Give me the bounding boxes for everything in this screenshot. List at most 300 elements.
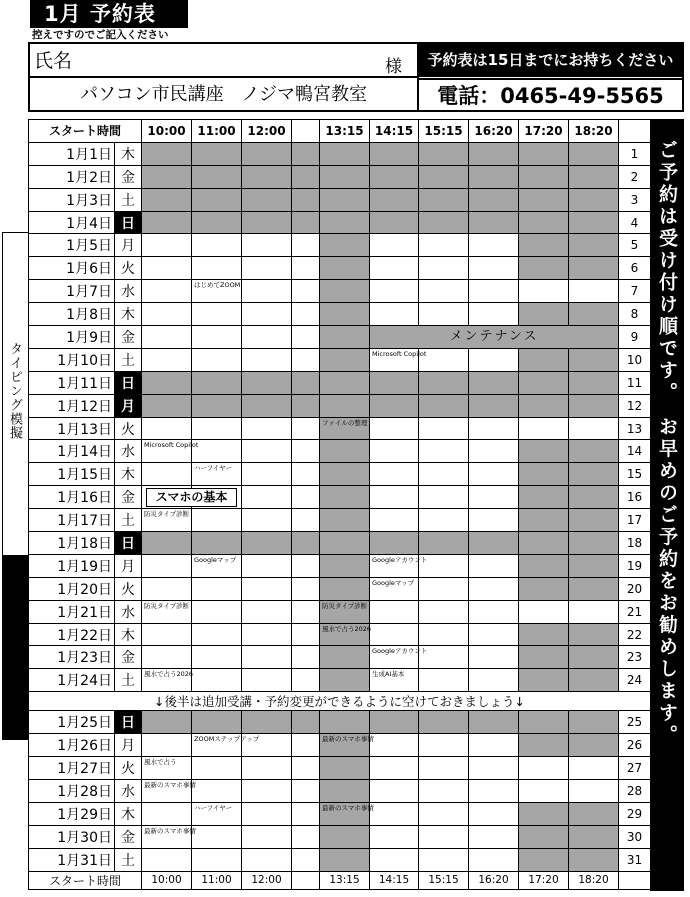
slot-available[interactable] bbox=[419, 280, 469, 303]
time-header: 17:20 bbox=[519, 120, 569, 143]
slot-available[interactable] bbox=[142, 757, 192, 780]
slot-available[interactable] bbox=[292, 623, 320, 646]
slot-unavailable bbox=[192, 165, 242, 188]
slot-available[interactable] bbox=[469, 234, 519, 257]
date-cell: 1月20日 bbox=[29, 577, 115, 600]
slot-available[interactable] bbox=[370, 280, 419, 303]
slot-available[interactable] bbox=[142, 463, 192, 486]
slot-available[interactable] bbox=[192, 848, 242, 871]
weekday-cell: 金 bbox=[115, 165, 142, 188]
slot-available[interactable] bbox=[192, 554, 242, 577]
slot-available[interactable] bbox=[192, 509, 242, 532]
slot-unavailable bbox=[320, 394, 370, 417]
date-cell: 1月21日 bbox=[29, 600, 115, 623]
class-note: 最新のスマホ事情 bbox=[322, 803, 374, 812]
slot-available[interactable] bbox=[519, 417, 569, 440]
row-number: 21 bbox=[619, 600, 651, 623]
slot-available[interactable] bbox=[142, 623, 192, 646]
slot-available[interactable] bbox=[419, 848, 469, 871]
time-header: 10:00 bbox=[142, 120, 192, 143]
slot-available[interactable] bbox=[242, 234, 292, 257]
slot-available[interactable] bbox=[370, 734, 419, 757]
slot-available[interactable] bbox=[370, 486, 419, 509]
time-header: 12:00 bbox=[242, 120, 292, 143]
slot-available[interactable] bbox=[242, 669, 292, 692]
slot-unavailable bbox=[469, 188, 519, 211]
slot-available[interactable] bbox=[419, 463, 469, 486]
slot-available[interactable] bbox=[192, 348, 242, 371]
row-number: 13 bbox=[619, 417, 651, 440]
slot-available[interactable] bbox=[569, 779, 619, 802]
slot-available[interactable] bbox=[419, 825, 469, 848]
weekday-cell: 火 bbox=[115, 757, 142, 780]
class-note: 風水で占う2026 bbox=[322, 624, 372, 633]
table-row bbox=[29, 711, 651, 734]
slot-available[interactable] bbox=[469, 623, 519, 646]
slot-available[interactable] bbox=[370, 669, 419, 692]
slot-unavailable bbox=[242, 188, 292, 211]
class-note: 風水で占う2026 bbox=[144, 670, 194, 679]
slot-unavailable bbox=[320, 802, 374, 825]
slot-available[interactable] bbox=[292, 257, 320, 280]
slot-available[interactable] bbox=[242, 623, 292, 646]
slot-unavailable bbox=[320, 825, 370, 848]
slot-available[interactable] bbox=[192, 779, 242, 802]
slot-available[interactable] bbox=[469, 600, 519, 623]
slot-available[interactable] bbox=[242, 440, 292, 463]
weekday-cell: 木 bbox=[115, 463, 142, 486]
weekday-cell: 土 bbox=[115, 669, 142, 692]
slot-available[interactable] bbox=[142, 440, 199, 463]
slot-unavailable bbox=[569, 394, 619, 417]
slot-available[interactable] bbox=[469, 669, 519, 692]
slot-available[interactable] bbox=[469, 734, 519, 757]
slot-unavailable bbox=[320, 257, 370, 280]
slot-available[interactable] bbox=[292, 669, 320, 692]
slot-available[interactable] bbox=[419, 669, 469, 692]
slot-unavailable bbox=[320, 646, 370, 669]
slot-available[interactable] bbox=[292, 303, 320, 326]
slot-available[interactable] bbox=[419, 440, 469, 463]
slot-available[interactable] bbox=[469, 463, 519, 486]
weekday-cell: 水 bbox=[115, 440, 142, 463]
weekday-cell: 月 bbox=[115, 394, 142, 417]
slot-available[interactable] bbox=[292, 802, 320, 825]
slot-available[interactable] bbox=[469, 440, 519, 463]
slot-available[interactable] bbox=[242, 326, 292, 349]
slot-unavailable bbox=[419, 142, 469, 165]
slot-unavailable bbox=[519, 440, 569, 463]
slot-available[interactable] bbox=[292, 734, 320, 757]
slot-unavailable bbox=[569, 234, 619, 257]
slot-unavailable bbox=[519, 463, 569, 486]
slot-available[interactable] bbox=[142, 577, 192, 600]
slot-available[interactable] bbox=[142, 734, 192, 757]
date-cell: 1月9日 bbox=[29, 326, 115, 349]
time-header: 11:00 bbox=[192, 120, 242, 143]
slot-unavailable bbox=[142, 142, 192, 165]
slot-unavailable bbox=[469, 371, 519, 394]
slot-unavailable bbox=[569, 348, 619, 371]
slot-unavailable bbox=[419, 211, 469, 234]
row-number: 18 bbox=[619, 532, 651, 555]
slot-available[interactable] bbox=[192, 303, 242, 326]
slot-available[interactable] bbox=[142, 802, 192, 825]
slot-available[interactable] bbox=[370, 234, 419, 257]
slot-available[interactable] bbox=[242, 463, 292, 486]
slot-unavailable bbox=[569, 734, 619, 757]
slot-available[interactable] bbox=[292, 757, 320, 780]
slot-unavailable bbox=[320, 211, 370, 234]
slot-unavailable bbox=[242, 165, 292, 188]
slot-available[interactable] bbox=[142, 486, 228, 509]
slot-available[interactable] bbox=[292, 509, 320, 532]
slot-available[interactable] bbox=[142, 848, 192, 871]
slot-available[interactable] bbox=[370, 554, 428, 577]
row-number: 6 bbox=[619, 257, 651, 280]
slot-unavailable bbox=[370, 711, 419, 734]
slot-available[interactable] bbox=[519, 757, 569, 780]
slot-available[interactable] bbox=[292, 825, 320, 848]
slot-available[interactable] bbox=[142, 554, 192, 577]
time-footer: 16:20 bbox=[469, 871, 519, 889]
slot-available[interactable] bbox=[469, 554, 519, 577]
slot-unavailable bbox=[320, 303, 370, 326]
slot-unavailable bbox=[320, 463, 370, 486]
slot-unavailable bbox=[519, 825, 569, 848]
date-cell: 1月13日 bbox=[29, 417, 115, 440]
slot-available[interactable] bbox=[419, 509, 469, 532]
class-note: Microsoft Copilot bbox=[144, 441, 199, 450]
honorific-label: 様 bbox=[385, 57, 402, 77]
time-header: 16:20 bbox=[469, 120, 519, 143]
slot-unavailable bbox=[519, 802, 569, 825]
slot-available[interactable] bbox=[469, 757, 519, 780]
slot-available[interactable] bbox=[370, 848, 419, 871]
slot-available[interactable] bbox=[242, 577, 292, 600]
slot-available[interactable] bbox=[142, 779, 196, 802]
table-header-row bbox=[29, 120, 651, 143]
slot-available[interactable] bbox=[242, 825, 292, 848]
slot-available[interactable] bbox=[469, 646, 519, 669]
table-row bbox=[29, 211, 651, 234]
slot-available[interactable] bbox=[569, 280, 619, 303]
slot-available[interactable] bbox=[192, 280, 242, 303]
weekday-cell: 金 bbox=[115, 326, 142, 349]
slot-available[interactable] bbox=[469, 280, 519, 303]
slot-available[interactable] bbox=[142, 646, 192, 669]
slot-available[interactable] bbox=[292, 554, 320, 577]
slot-available[interactable] bbox=[142, 234, 192, 257]
slot-unavailable bbox=[292, 142, 320, 165]
slot-unavailable bbox=[469, 165, 519, 188]
slot-available[interactable] bbox=[292, 326, 320, 349]
slot-unavailable bbox=[370, 165, 419, 188]
slot-unavailable bbox=[569, 440, 619, 463]
slot-available[interactable] bbox=[192, 734, 260, 757]
slot-available[interactable] bbox=[242, 417, 292, 440]
slot-unavailable bbox=[569, 509, 619, 532]
slot-available[interactable] bbox=[469, 825, 519, 848]
slot-available[interactable] bbox=[242, 348, 292, 371]
slot-available[interactable] bbox=[519, 280, 569, 303]
slot-unavailable bbox=[419, 394, 469, 417]
slot-available[interactable] bbox=[419, 234, 469, 257]
slot-available[interactable] bbox=[292, 646, 320, 669]
slot-available[interactable] bbox=[142, 669, 192, 692]
number-footer bbox=[619, 871, 651, 889]
weekday-cell: 金 bbox=[115, 825, 142, 848]
slot-available[interactable] bbox=[142, 348, 192, 371]
slot-available[interactable] bbox=[370, 802, 419, 825]
table-row bbox=[29, 257, 651, 280]
slot-available[interactable] bbox=[192, 802, 242, 825]
row-number: 27 bbox=[619, 757, 651, 780]
slot-available[interactable] bbox=[292, 348, 320, 371]
slot-available[interactable] bbox=[469, 303, 519, 326]
slot-available[interactable] bbox=[242, 303, 292, 326]
weekday-cell: 木 bbox=[115, 623, 142, 646]
slot-available[interactable] bbox=[292, 577, 320, 600]
table-row bbox=[29, 440, 651, 463]
slot-available[interactable] bbox=[370, 623, 419, 646]
slot-available[interactable] bbox=[292, 280, 320, 303]
class-note: Googleマップ bbox=[372, 578, 415, 587]
slot-unavailable bbox=[370, 142, 419, 165]
slot-available[interactable] bbox=[192, 440, 242, 463]
slot-available[interactable] bbox=[242, 509, 292, 532]
slot-available[interactable] bbox=[142, 326, 192, 349]
slot-available[interactable] bbox=[192, 757, 242, 780]
slot-unavailable bbox=[519, 486, 569, 509]
row-number: 4 bbox=[619, 211, 651, 234]
slot-available[interactable] bbox=[192, 646, 242, 669]
slot-available[interactable] bbox=[469, 417, 519, 440]
slot-available[interactable] bbox=[469, 848, 519, 871]
slot-available[interactable] bbox=[242, 486, 292, 509]
slot-unavailable bbox=[519, 734, 569, 757]
table-row bbox=[29, 188, 651, 211]
row-number: 24 bbox=[619, 669, 651, 692]
note-row bbox=[29, 692, 651, 711]
time-header: 15:15 bbox=[419, 120, 469, 143]
slot-available[interactable] bbox=[192, 623, 242, 646]
slot-unavailable bbox=[519, 848, 569, 871]
slot-available[interactable] bbox=[370, 825, 419, 848]
slot-available[interactable] bbox=[419, 303, 469, 326]
slot-available[interactable] bbox=[419, 257, 469, 280]
slot-available[interactable] bbox=[242, 600, 292, 623]
slot-available[interactable] bbox=[192, 234, 242, 257]
row-number: 30 bbox=[619, 825, 651, 848]
slot-available[interactable] bbox=[192, 600, 242, 623]
slot-available[interactable] bbox=[242, 779, 292, 802]
row-number: 15 bbox=[619, 463, 651, 486]
slot-unavailable bbox=[320, 348, 370, 371]
slot-available[interactable] bbox=[469, 779, 519, 802]
slot-unavailable bbox=[469, 394, 519, 417]
slot-unavailable bbox=[320, 848, 370, 871]
slot-available[interactable] bbox=[292, 779, 320, 802]
reservation-table bbox=[28, 119, 651, 890]
class-note: 風水で占う bbox=[144, 758, 177, 767]
slot-available[interactable] bbox=[519, 600, 569, 623]
slot-available[interactable] bbox=[142, 509, 192, 532]
slot-unavailable bbox=[192, 532, 242, 555]
time-header: 13:15 bbox=[320, 120, 370, 143]
slot-unavailable bbox=[419, 371, 469, 394]
name-label: 氏名 bbox=[34, 50, 73, 72]
slot-unavailable bbox=[320, 440, 370, 463]
slot-unavailable bbox=[192, 211, 242, 234]
slot-available[interactable] bbox=[192, 257, 242, 280]
slot-available[interactable] bbox=[292, 600, 320, 623]
slot-available[interactable] bbox=[192, 326, 242, 349]
slot-available[interactable] bbox=[370, 303, 419, 326]
slot-available[interactable] bbox=[192, 577, 242, 600]
slot-available[interactable] bbox=[142, 257, 192, 280]
right-banner-text: ご予約は受け付け順です。 お早めのご予約をお勧めします。 bbox=[656, 140, 678, 747]
slot-available[interactable] bbox=[419, 802, 469, 825]
time-footer: 12:00 bbox=[242, 871, 292, 889]
row-number: 23 bbox=[619, 646, 651, 669]
slot-available[interactable] bbox=[242, 757, 292, 780]
slot-available[interactable] bbox=[469, 486, 519, 509]
slot-unavailable bbox=[519, 623, 569, 646]
slot-unavailable bbox=[292, 532, 320, 555]
slot-unavailable bbox=[569, 802, 619, 825]
slot-available[interactable] bbox=[292, 463, 320, 486]
slot-available[interactable] bbox=[370, 257, 419, 280]
slot-unavailable bbox=[320, 532, 370, 555]
date-cell: 1月2日 bbox=[29, 165, 115, 188]
table-row bbox=[29, 371, 651, 394]
slot-unavailable bbox=[569, 669, 619, 692]
slot-available[interactable] bbox=[519, 779, 569, 802]
slot-available[interactable] bbox=[419, 734, 469, 757]
weekday-cell: 月 bbox=[115, 554, 142, 577]
slot-available[interactable] bbox=[370, 440, 419, 463]
time-header: 14:15 bbox=[370, 120, 419, 143]
slot-unavailable bbox=[242, 711, 292, 734]
slot-available[interactable] bbox=[370, 757, 419, 780]
slot-available[interactable] bbox=[192, 417, 242, 440]
slot-available[interactable] bbox=[370, 417, 419, 440]
slot-available[interactable] bbox=[370, 779, 419, 802]
table-row bbox=[29, 532, 651, 555]
slot-unavailable bbox=[469, 142, 519, 165]
row-number: 10 bbox=[619, 348, 651, 371]
slot-available[interactable] bbox=[370, 646, 428, 669]
slot-available[interactable] bbox=[142, 600, 192, 623]
date-cell: 1月17日 bbox=[29, 509, 115, 532]
slot-available[interactable] bbox=[569, 417, 619, 440]
slot-available[interactable] bbox=[370, 509, 419, 532]
row-number: 16 bbox=[619, 486, 651, 509]
weekday-cell: 水 bbox=[115, 779, 142, 802]
slot-unavailable bbox=[519, 394, 569, 417]
slot-unavailable bbox=[569, 532, 619, 555]
slot-unavailable bbox=[519, 303, 569, 326]
left-banner-bottom-text: タイピングコンテスト bbox=[7, 562, 23, 712]
slot-available[interactable] bbox=[370, 463, 419, 486]
class-note: 防災タイプ診断 bbox=[144, 510, 190, 519]
slot-available[interactable] bbox=[419, 577, 469, 600]
slot-available[interactable] bbox=[419, 779, 469, 802]
slot-available[interactable] bbox=[370, 577, 419, 600]
time-footer bbox=[292, 871, 320, 889]
row-number: 31 bbox=[619, 848, 651, 871]
slot-available[interactable] bbox=[142, 825, 196, 848]
slot-available[interactable] bbox=[469, 577, 519, 600]
slot-available[interactable] bbox=[192, 463, 242, 486]
slot-unavailable bbox=[320, 142, 370, 165]
date-cell: 1月10日 bbox=[29, 348, 115, 371]
slot-available[interactable] bbox=[292, 417, 320, 440]
slot-unavailable bbox=[519, 577, 569, 600]
slot-available[interactable] bbox=[292, 486, 320, 509]
weekday-cell: 金 bbox=[115, 486, 142, 509]
slot-unavailable bbox=[320, 554, 370, 577]
slot-unavailable bbox=[142, 711, 192, 734]
slot-available[interactable] bbox=[242, 802, 292, 825]
slot-unavailable bbox=[320, 711, 370, 734]
phone-number: 電話：0465-49-5565 bbox=[437, 84, 664, 108]
slot-available[interactable] bbox=[192, 669, 242, 692]
slot-available[interactable] bbox=[469, 802, 519, 825]
slot-unavailable bbox=[569, 646, 619, 669]
table-row bbox=[29, 303, 651, 326]
class-note: Googleアカウント bbox=[372, 647, 428, 656]
smartphone-basics-label: スマホの基本 bbox=[146, 488, 237, 507]
date-cell: 1月23日 bbox=[29, 646, 115, 669]
slot-available[interactable] bbox=[469, 257, 519, 280]
weekday-cell: 日 bbox=[115, 211, 142, 234]
slot-unavailable bbox=[569, 303, 619, 326]
weekday-cell: 土 bbox=[115, 848, 142, 871]
slot-unavailable bbox=[292, 211, 320, 234]
slot-available[interactable] bbox=[292, 440, 320, 463]
slot-available[interactable] bbox=[242, 280, 292, 303]
slot-available[interactable] bbox=[242, 646, 292, 669]
slot-available[interactable] bbox=[469, 348, 519, 371]
slot-unavailable bbox=[320, 779, 370, 802]
slot-available[interactable] bbox=[242, 554, 292, 577]
slot-available[interactable] bbox=[242, 848, 292, 871]
slot-available[interactable] bbox=[419, 486, 469, 509]
slot-unavailable bbox=[569, 848, 619, 871]
slot-available[interactable] bbox=[242, 257, 292, 280]
date-cell: 1月7日 bbox=[29, 280, 115, 303]
class-note: 最新のスマホ事情 bbox=[144, 826, 196, 835]
slot-available[interactable] bbox=[419, 417, 469, 440]
slot-available[interactable] bbox=[142, 303, 192, 326]
row-number: 8 bbox=[619, 303, 651, 326]
slot-available[interactable] bbox=[142, 417, 192, 440]
slot-available[interactable] bbox=[192, 825, 242, 848]
slot-available[interactable] bbox=[142, 280, 192, 303]
slot-available[interactable] bbox=[292, 234, 320, 257]
slot-available[interactable] bbox=[370, 600, 419, 623]
slot-available[interactable] bbox=[419, 600, 469, 623]
slot-available[interactable] bbox=[569, 757, 619, 780]
slot-available[interactable] bbox=[569, 600, 619, 623]
slot-available[interactable] bbox=[419, 757, 469, 780]
slot-available[interactable] bbox=[292, 848, 320, 871]
slot-available[interactable] bbox=[469, 509, 519, 532]
slot-available[interactable] bbox=[370, 348, 427, 371]
slot-available[interactable] bbox=[419, 623, 469, 646]
